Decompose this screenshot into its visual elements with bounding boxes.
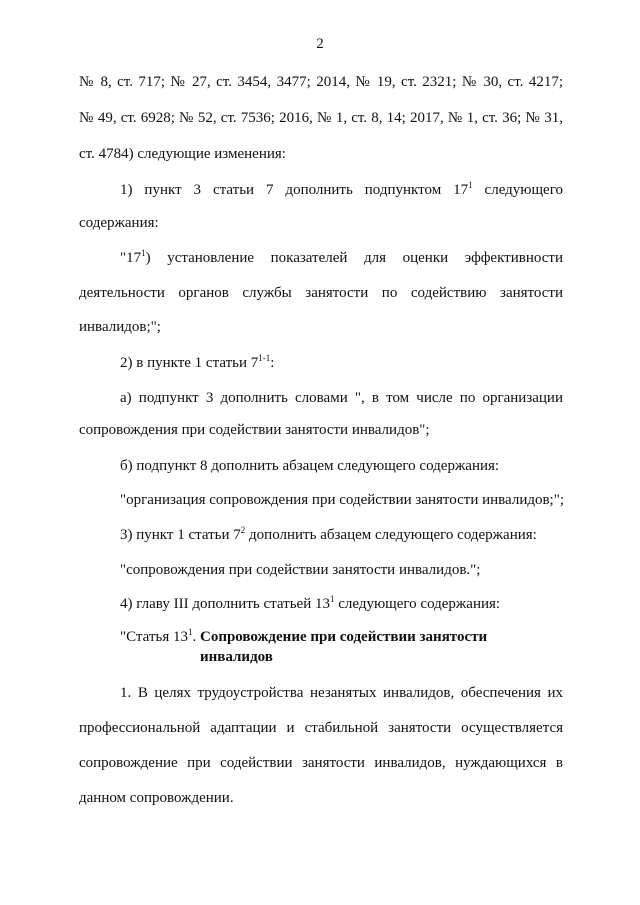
- quoted-text-line: "организация сопровождения при содействии занятости инвалидов;";: [120, 492, 565, 508]
- text-line: сопровождения при содействии занятости инвалидов";: [79, 422, 430, 438]
- text-line: № 8, ст. 717; № 27, ст. 3454, 3477; 2014, № 19, ст. 2321; № 30, ст. 4217;: [79, 74, 563, 90]
- quoted-text-line: деятельности органов службы занятости по содействию занятости: [79, 285, 563, 301]
- text-line: № 49, ст. 6928; № 52, ст. 7536; 2016, № 1, ст. 8, 14; 2017, № 1, ст. 36; № 31,: [79, 110, 563, 126]
- subparagraph-a: а) подпункт 3 дополнить словами ", в том числе по организации: [120, 390, 563, 406]
- quoted-text-line: "$17^1$) установление показателей для оценки эффективности: [120, 248, 563, 266]
- text-line: сопровождение при содействии занятости инвалидов, нуждающихся в: [79, 755, 563, 771]
- article-heading: [120, 627, 487, 667]
- text-line: содержания:: [79, 215, 159, 231]
- quoted-text-line: инвалидов;";: [79, 319, 161, 335]
- text-line: профессиональной адаптации и стабильной занятости осуществляется: [79, 720, 563, 736]
- subparagraph-b: б) подпункт 8 дополнить абзацем следующего содержания:: [120, 458, 500, 474]
- article-section-1: 1. В целях трудоустройства незанятых инвалидов, обеспечения их: [120, 685, 563, 701]
- article-number: "Статья $13^1$.: [120, 627, 197, 645]
- paragraph-item-1: 1) пункт 3 статьи 7 дополнить подпунктом $17^1$ следующего: [120, 180, 563, 198]
- article-title-continuation: инвалидов: [200, 649, 273, 665]
- page-number: 2: [316, 36, 324, 52]
- paragraph-item-2: 2) в пункте 1 статьи 7$^{1-1}$:: [120, 353, 275, 371]
- text-line: ст. 4784) следующие изменения:: [79, 146, 286, 162]
- text-line: данном сопровождении.: [79, 790, 234, 806]
- article-title: Сопровождение при содействии занятости: [199, 629, 488, 645]
- paragraph-item-3: 3) пункт 1 статьи $7^2$ дополнить абзацем следующего содержания:: [120, 525, 537, 543]
- paragraph-item-4: 4) главу III дополнить статьей $13^1$ следующего содержания:: [120, 594, 501, 612]
- quoted-text-line: "сопровождения при содействии занятости инвалидов.";: [120, 562, 481, 578]
